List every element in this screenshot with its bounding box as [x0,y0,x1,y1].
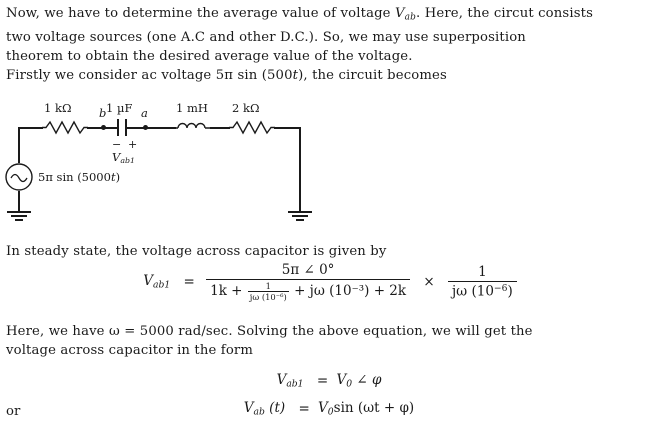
wire-top-5 [146,127,176,129]
eq1-times: × [423,274,435,290]
inductor-1mh-icon [175,118,211,134]
ground-left-bar-3 [15,219,23,221]
capacitor-plate-left [117,119,119,136]
eq2-v-sub: ab1 [286,378,304,390]
node-a-label: a [141,106,148,120]
paragraph-steady-state [6,242,658,261]
src-5: 5 [38,170,46,184]
eq2-lhs [277,372,304,390]
eq1-second-fraction [448,264,517,300]
wire-top-6 [210,127,230,129]
eq3-rhs-v: V [318,400,328,416]
eq1-equals: = [183,274,195,290]
eq2-rhs-sub: 0 [346,378,353,390]
eq1-f2-den-b: ) [507,283,513,300]
eq1-main-fraction [206,262,410,302]
resistor-1k-label: 1 kΩ [44,101,72,115]
eq1-lhs [143,273,170,291]
intro-line-4a: Firstly we consider ac voltage 5 [6,67,225,83]
capacitor-voltage-label [112,150,135,165]
eq1-inner-num: 1 [248,281,289,292]
eq3-lhs [244,400,285,418]
ground-left-bar-2 [11,215,27,217]
wire-top-1 [18,127,43,129]
eq1-denominator [206,280,410,302]
or-label: or [6,404,21,419]
eq3-rhs-rest: sin (ωt + φ) [333,400,415,416]
intro-line-2: two voltage sources (one A.C and other D.C.). So, we may use superposition [6,29,526,45]
capacitor-label: 1 µF [106,101,133,115]
v-symbol: V [394,6,405,21]
capacitor-plus-sign: + [128,138,138,151]
ground-right-bar-3 [296,219,304,221]
node-b-label: b [99,106,107,120]
ac-source-label [38,170,120,184]
eq3-rhs-sub: 0 [327,406,334,418]
intro-line-4c: ), the circuit becomes [298,67,447,83]
intro-text-a: Now, we have to determine the average value of voltage [6,6,395,21]
eq2-rhs-v: V [336,372,347,388]
steady-state-text: In steady state, the voltage across capacitor is given by [6,244,387,259]
src-t: t [110,170,116,184]
eq2-angle: ∠ [352,372,372,388]
eq1-v-sub: ab1 [153,279,171,291]
paragraph-intro [6,4,658,85]
circuit-diagram [0,100,360,235]
ground-left-bar-1 [7,211,31,213]
eq1-numerator: 5π ∠ 0° [206,262,410,280]
eq1-v: V [143,273,154,290]
eq1-f2-den [448,282,517,300]
src-sin: sin (5000 [52,170,111,184]
eq1-f2-den-sup: −6 [493,283,508,295]
resistor-1k-icon [42,119,88,137]
paragraph-omega [6,322,658,360]
src-pi: π [45,170,53,184]
wire-top-3 [104,127,117,129]
eq3-rhs [318,400,414,418]
inductor-label: 1 mH [176,101,208,115]
cap-voltage-sub: ab1 [120,156,135,166]
wire-left-up [18,127,20,163]
capacitor-minus-sign: − [112,138,122,151]
equation-vab1-expression [0,262,663,302]
t-symbol: t [292,67,299,83]
eq2-phi: φ [371,372,382,388]
equation-vab-time [0,400,663,418]
eq3-v: V [243,400,254,416]
eq3-equals: = [298,400,310,417]
eq1-inner-fraction [248,281,289,302]
omega-symbol: ω [108,324,120,339]
eq2-equals: = [316,372,329,389]
ground-right-bar-2 [292,215,308,217]
wire-left-down [18,191,20,211]
eq2-v: V [276,372,287,388]
eq1-f2-num: 1 [448,264,517,282]
src-close: ) [115,170,121,184]
resistor-2k-label: 2 kΩ [232,101,260,115]
wire-right-down [299,127,301,211]
equation-vab1-polar [0,372,663,390]
eq1-inner-den: jω (10⁻⁶) [249,292,287,302]
omega-text-b: = 5000 rad/sec. Solving the above equation, we will get the [119,324,533,339]
ac-source-icon [4,162,34,192]
omega-line-2: voltage across capacitor in the form [6,343,254,358]
intro-line-4b: sin (500 [233,67,293,83]
wire-top-7 [274,127,300,129]
eq3-arg: (t) [264,400,286,416]
eq2-rhs [336,372,381,390]
eq1-den-a: 1k + [210,283,247,299]
cap-voltage-v: V [112,150,121,164]
ground-right-bar-1 [288,211,312,213]
resistor-2k-icon [229,119,275,137]
eq1-f2-den-a: jω (10 [451,283,494,300]
v-subscript: ab [404,12,417,23]
pi-symbol: π [224,67,234,83]
eq3-v-sub: ab [253,406,265,418]
eq1-den-b: + jω (10⁻³) + 2k [289,283,407,299]
intro-text-b: . Here, the circut consists [416,6,593,21]
intro-line-3: theorem to obtain the desired average value of the voltage. [6,48,413,64]
omega-text-a: Here, we have [6,324,109,339]
